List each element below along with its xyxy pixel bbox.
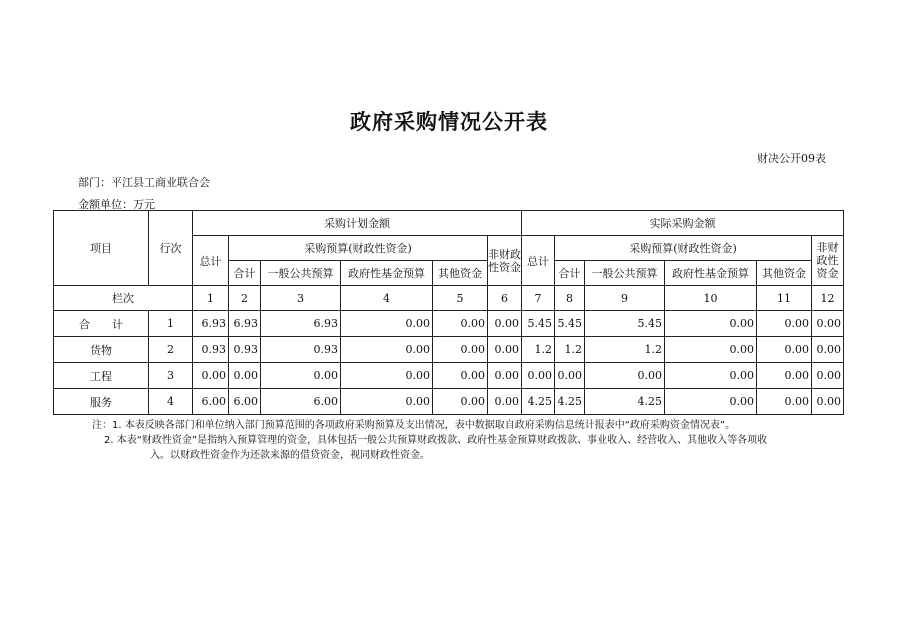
cell-value: 0.00 — [341, 337, 433, 363]
header-actual-amount: 实际采购金额 — [522, 211, 844, 236]
row-name: 货物 — [54, 337, 149, 363]
column-index: 1 — [193, 286, 229, 311]
note-line-3: 入。以财政性资金作为还款来源的借贷资金，视同财政性资金。 — [150, 450, 430, 461]
column-index: 5 — [433, 286, 488, 311]
cell-value: 0.00 — [665, 363, 757, 389]
cell-value: 0.00 — [488, 311, 522, 337]
header-plan-general: 一般公共预算 — [261, 261, 341, 286]
column-index: 7 — [522, 286, 555, 311]
header-plan-non-fiscal: 非财政性资金 — [488, 236, 522, 286]
cell-value: 1.2 — [585, 337, 665, 363]
header-actual-fund: 政府性基金预算 — [665, 261, 757, 286]
header-plan-budget: 采购预算(财政性资金) — [229, 236, 488, 261]
note-line-2: 2. 本表“财政性资金”是指纳入预算管理的资金，具体包括一般公共预算财政拨款、政府性基金预算财政拨款、事业收入、经营收入、其他收入等各项收 — [104, 435, 768, 446]
column-index: 10 — [665, 286, 757, 311]
procurement-table — [53, 210, 844, 415]
header-plan-other: 其他资金 — [433, 261, 488, 286]
cell-value: 0.00 — [193, 363, 229, 389]
table-row — [54, 311, 844, 337]
cell-value: 0.00 — [812, 337, 844, 363]
cell-value: 5.45 — [522, 311, 555, 337]
cell-value: 0.93 — [229, 337, 261, 363]
cell-value: 1.2 — [522, 337, 555, 363]
cell-value: 0.00 — [757, 311, 812, 337]
row-number: 3 — [149, 363, 193, 389]
row-name: 工程 — [54, 363, 149, 389]
header-item: 项目 — [54, 211, 149, 286]
cell-value: 0.00 — [341, 363, 433, 389]
cell-value: 1.2 — [555, 337, 585, 363]
cell-value: 4.25 — [522, 389, 555, 415]
cell-value: 0.00 — [757, 363, 812, 389]
cell-value: 6.93 — [229, 311, 261, 337]
header-actual-non-fiscal: 非财政性资金 — [812, 236, 844, 286]
header-plan-total: 总计 — [193, 236, 229, 286]
header-row-no: 行次 — [149, 211, 193, 286]
cell-value: 0.00 — [341, 389, 433, 415]
table-row — [54, 337, 844, 363]
table-row — [54, 363, 844, 389]
cell-value: 0.93 — [261, 337, 341, 363]
cell-value: 0.00 — [665, 389, 757, 415]
cell-value: 4.25 — [555, 389, 585, 415]
header-plan-fund: 政府性基金预算 — [341, 261, 433, 286]
column-index: 8 — [555, 286, 585, 311]
cell-value: 0.00 — [433, 311, 488, 337]
cell-value: 0.00 — [555, 363, 585, 389]
cell-value: 6.00 — [229, 389, 261, 415]
cell-value: 0.00 — [229, 363, 261, 389]
header-plan-subtotal: 合计 — [229, 261, 261, 286]
cell-value: 0.00 — [433, 389, 488, 415]
row-name: 服务 — [54, 389, 149, 415]
header-actual-total: 总计 — [522, 236, 555, 286]
form-number: 财决公开09表 — [757, 152, 826, 165]
cell-value: 6.00 — [193, 389, 229, 415]
cell-value: 0.00 — [812, 389, 844, 415]
row-number: 2 — [149, 337, 193, 363]
header-actual-budget: 采购预算(财政性资金) — [555, 236, 812, 261]
header-plan-amount: 采购计划金额 — [193, 211, 522, 236]
row-name: 合 计 — [54, 311, 149, 337]
cell-value: 0.93 — [193, 337, 229, 363]
header-actual-general: 一般公共预算 — [585, 261, 665, 286]
cell-value: 4.25 — [585, 389, 665, 415]
department-label: 部门：平江县工商业联合会 — [78, 176, 210, 189]
column-index: 4 — [341, 286, 433, 311]
header-actual-subtotal: 合计 — [555, 261, 585, 286]
column-index: 3 — [261, 286, 341, 311]
cell-value: 0.00 — [812, 363, 844, 389]
column-index-row — [54, 286, 844, 311]
column-index: 9 — [585, 286, 665, 311]
row-number: 1 — [149, 311, 193, 337]
cell-value: 6.93 — [261, 311, 341, 337]
cell-value: 0.00 — [341, 311, 433, 337]
cell-value: 0.00 — [585, 363, 665, 389]
column-index: 11 — [757, 286, 812, 311]
table-row — [54, 389, 844, 415]
cell-value: 0.00 — [665, 337, 757, 363]
header-actual-other: 其他资金 — [757, 261, 812, 286]
cell-value: 6.93 — [193, 311, 229, 337]
column-index: 12 — [812, 286, 844, 311]
table-notes — [92, 418, 767, 463]
cell-value: 0.00 — [488, 389, 522, 415]
cell-value: 5.45 — [585, 311, 665, 337]
column-index: 2 — [229, 286, 261, 311]
page-title: 政府采购情况公开表 — [350, 109, 548, 134]
cell-value: 5.45 — [555, 311, 585, 337]
row-number: 4 — [149, 389, 193, 415]
cell-value: 0.00 — [433, 363, 488, 389]
cell-value: 0.00 — [488, 363, 522, 389]
cell-value: 0.00 — [488, 337, 522, 363]
cell-value: 6.00 — [261, 389, 341, 415]
note-line-1: 注：1. 本表反映各部门和单位纳入部门预算范围的各项政府采购预算及支出情况，表中数据取自政府采购信息统计报表中“政府采购资金情况表”。 — [92, 420, 736, 431]
cell-value: 0.00 — [757, 389, 812, 415]
cell-value: 0.00 — [433, 337, 488, 363]
unit-label: 金额单位：万元 — [78, 198, 155, 211]
cell-value: 0.00 — [812, 311, 844, 337]
column-index-label: 栏次 — [54, 286, 193, 311]
column-index: 6 — [488, 286, 522, 311]
cell-value: 0.00 — [757, 337, 812, 363]
cell-value: 0.00 — [665, 311, 757, 337]
cell-value: 0.00 — [522, 363, 555, 389]
cell-value: 0.00 — [261, 363, 341, 389]
